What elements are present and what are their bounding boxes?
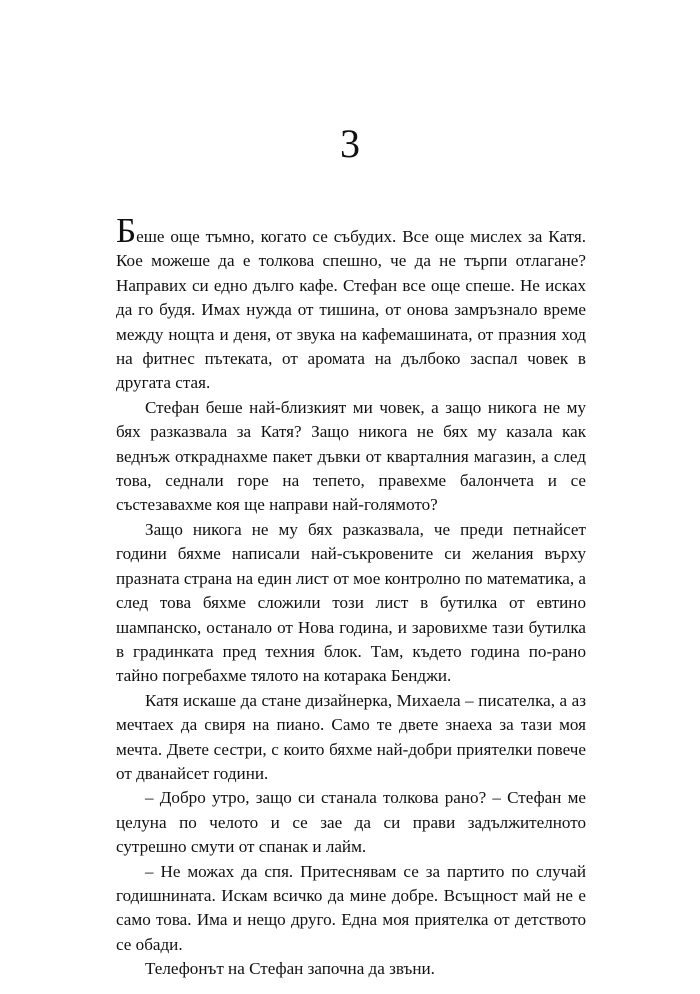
drop-cap: Б [116, 211, 137, 250]
paragraph-7: Телефонът на Стефан започна да звъни. [145, 959, 435, 979]
chapter-text [116, 211, 586, 982]
paragraph-1 [116, 211, 586, 396]
paragraph-6: – Не можах да спя. Притеснявам се за партито по случай годишнината. Искам всичко да мине добре. Всъщност май не е само това. Има и нещо друго. Една моя приятелка от детството се обади. [116, 861, 586, 954]
chapter-number: 3 [340, 121, 360, 166]
paragraph-5: – Добро утро, защо си станала толкова рано? – Стефан ме целуна по челото и се зае да си прави задължителното сутрешно смути от спанак и лайм. [116, 788, 586, 857]
paragraph-2: Стефан беше най-близкият ми човек, а защо никога не му бях разказвала за Катя? Защо никога не бях му казала как веднъж откраднахме пакет дъвки от кварталния магазин, а след това, седнали горе на тепето, правехме балончета и се състезавахме коя ще направи най-голямото? [116, 397, 586, 515]
paragraph-3: Защо никога не му бях разказвала, че преди петнайсет години бяхме написали най-съкровените си желания върху празната страна на един лист от мое контролно по математика, а след това бяхме сложили този лист в бутилка от евтино шампанско, останало от Нова година, и заровихме тази бутилка в градинката пред техния блок. Там, където година по-рано тайно погребахме тялото на котарака Бенджи. [116, 519, 586, 686]
paragraph-1-text: еше още тъмно, когато се събудих. Все още мислех за Катя. Кое можеше да е толкова спешно, че да не търпи отлагане? Направих си едно дълго кафе. Стефан все още спеше. Не исках да го будя. Имах нужда от тишина, от онова замръзнало време между нощта и деня, от звука на кафемашината, от празния ход на фитнес пътеката, от аромата на дълбоко заспал човек в другата стая. [116, 227, 586, 393]
paragraph-4: Катя искаше да стане дизайнерка, Михаела – писателка, а аз мечтаех да свиря на пиано. Само те двете знаеха за тази моя мечта. Двете сестри, с които бяхме най-добри приятелки повече от дванайсет години. [116, 690, 586, 783]
